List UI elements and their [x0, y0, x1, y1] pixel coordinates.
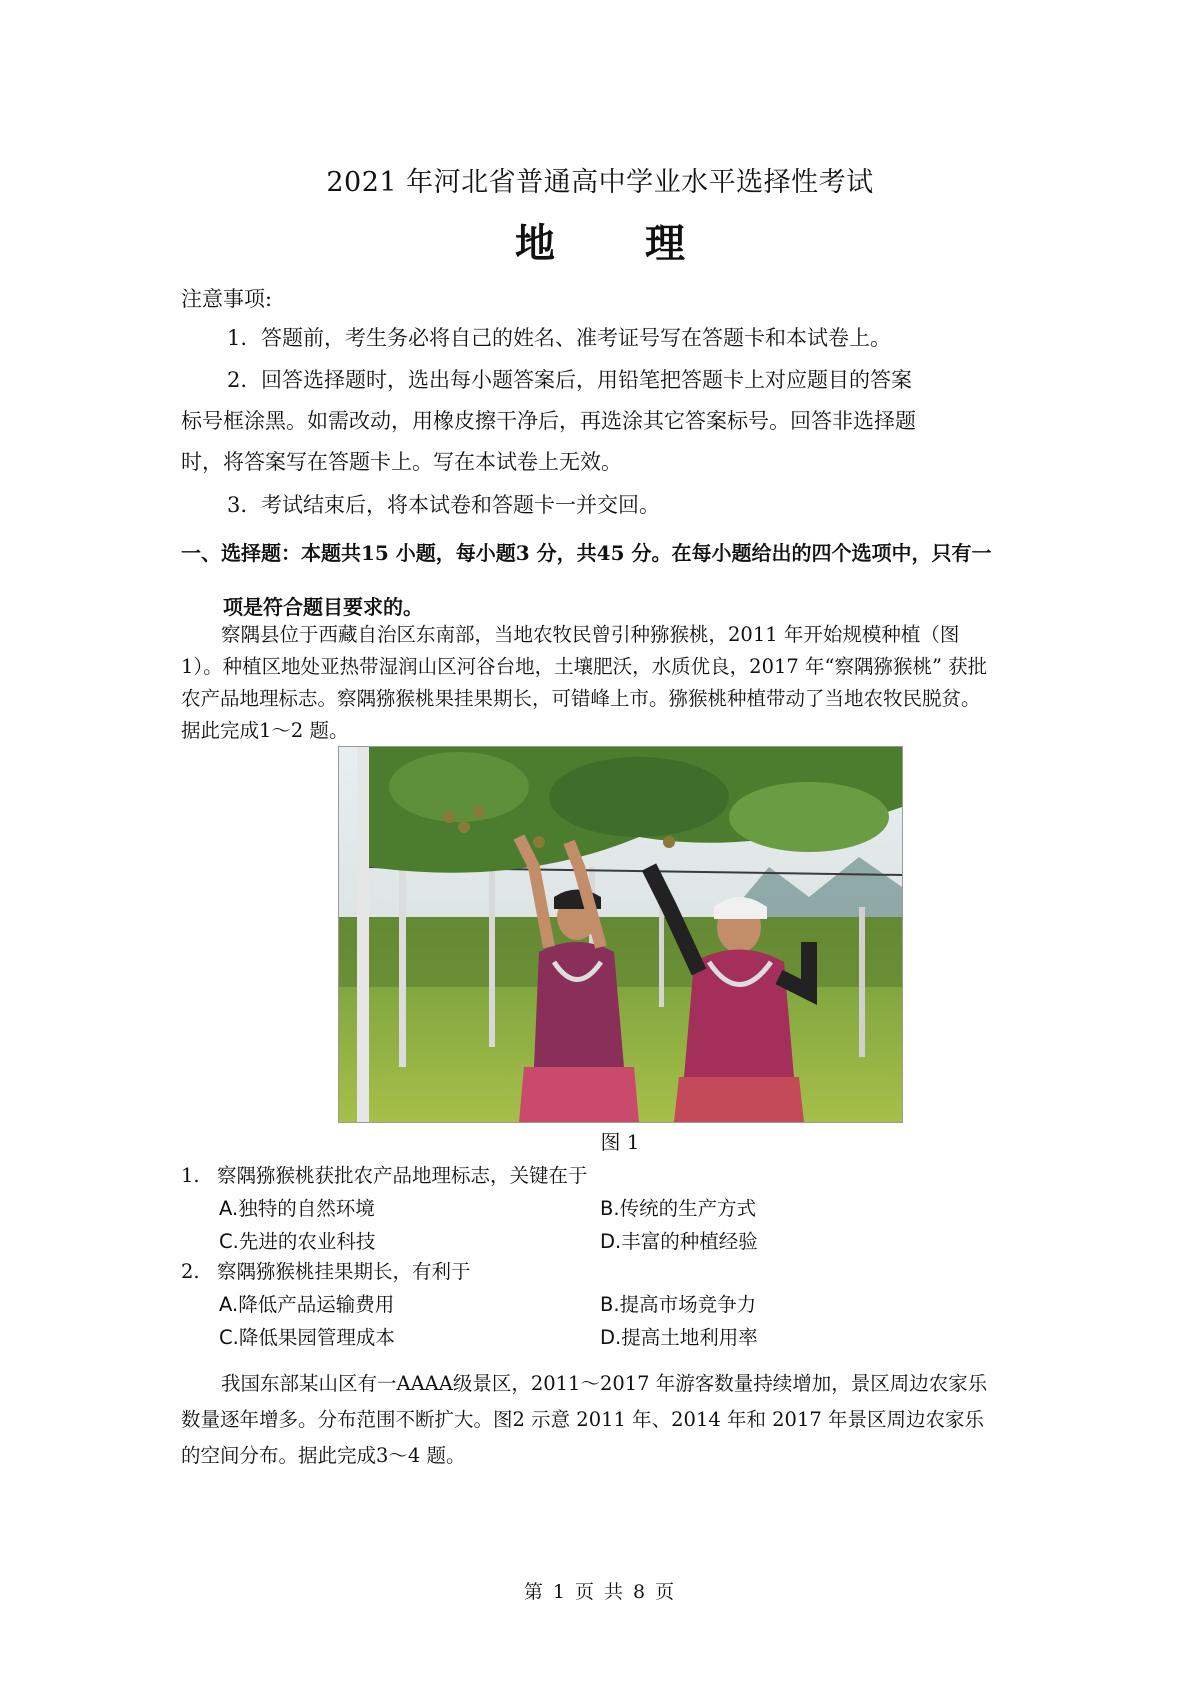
question-1-stem	[181, 1160, 588, 1188]
figure-1-photo	[338, 746, 903, 1123]
passage-2-line2: 数量逐年增多。分布范围不断扩大。图2 示意 2011 年、2014 年和 2017 年景区周边农家乐	[181, 1408, 984, 1431]
passage-2-line3: 的空间分布。据此完成3～4 题。	[181, 1444, 466, 1467]
passage-1-line2: 1）。种植区地处亚热带湿润山区河谷台地，土壤肥沃，水质优良，2017 年“察隅猕猴桃” 获批	[181, 655, 988, 678]
section-heading-line2: 项是符合题目要求的。	[223, 595, 423, 619]
note-number: 3.	[227, 493, 248, 517]
passage-1	[181, 619, 1026, 747]
note-text: 考试结束后，将本试卷和答题卡一并交回。	[261, 493, 661, 517]
notes-heading: 注意事项:	[181, 287, 273, 311]
question-text: 察隅猕猴桃获批农产品地理标志，关键在于	[217, 1164, 588, 1187]
passage-2	[181, 1366, 1026, 1474]
note-number: 2.	[227, 368, 248, 392]
question-2-option-b[interactable]: B.提高市场竞争力	[600, 1293, 757, 1316]
passage-2-line1: 我国东部某山区有一AAAA级景区，2011～2017 年游客数量持续增加，景区周边农家乐	[221, 1372, 988, 1395]
question-2-stem	[181, 1256, 471, 1284]
question-2-option-a[interactable]: A.降低产品运输费用	[219, 1293, 395, 1316]
note-item-1	[181, 318, 1021, 359]
question-1-option-c[interactable]: C.先进的农业科技	[219, 1230, 376, 1253]
exam-title: 2021 年河北省普通高中学业水平选择性考试	[326, 167, 874, 198]
question-1-option-a[interactable]: A.独特的自然环境	[219, 1197, 375, 1220]
figure-1-caption: 图 1	[600, 1130, 640, 1154]
note-number: 1.	[227, 326, 248, 350]
passage-1-line1: 察隅县位于西藏自治区东南部，当地农牧民曾引种猕猴桃，2011 年开始规模种植（图	[221, 623, 960, 646]
note-item-3	[181, 485, 1021, 526]
question-2-option-c[interactable]: C.降低果园管理成本	[219, 1326, 395, 1349]
note-text-line2: 标号框涂黑。如需改动，用橡皮擦干净后，再选涂其它答案标号。回答非选择题	[181, 409, 916, 433]
question-text: 察隅猕猴桃挂果期长，有利于	[217, 1260, 471, 1283]
note-text-line3: 时，将答案写在答题卡上。写在本试卷上无效。	[181, 450, 622, 474]
question-2-option-d[interactable]: D.提高土地利用率	[600, 1326, 758, 1349]
passage-1-line3: 农产品地理标志。察隅猕猴桃果挂果期长，可错峰上市。猕猴桃种植带动了当地农牧民脱贫。	[181, 687, 981, 710]
question-number: 2.	[181, 1260, 200, 1283]
section-heading	[181, 526, 1026, 634]
section-heading-line1: 一、选择题：本题共15 小题，每小题3 分，共45 分。在每小题给出的四个选项中，只有一	[181, 541, 992, 565]
question-number: 1.	[181, 1164, 200, 1187]
subject-title: 地 理	[515, 220, 723, 267]
question-1-option-d[interactable]: D.丰富的种植经验	[600, 1230, 758, 1253]
note-item-2	[181, 360, 1021, 483]
note-text: 答题前，考生务必将自己的姓名、准考证号写在答题卡和本试卷上。	[261, 326, 892, 350]
note-text-line1: 回答选择题时，选出每小题答案后，用铅笔把答题卡上对应题目的答案	[261, 368, 913, 392]
page-footer: 第 1 页 共 8 页	[523, 1581, 677, 1603]
question-1-option-b[interactable]: B.传统的生产方式	[600, 1197, 757, 1220]
passage-1-line4: 据此完成1～2 题。	[181, 719, 349, 742]
